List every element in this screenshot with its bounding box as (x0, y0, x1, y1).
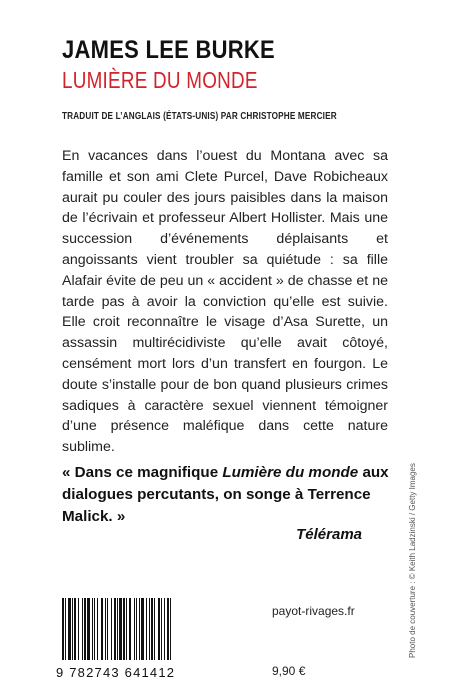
barcode-bar (164, 598, 165, 660)
barcode-bar (107, 598, 108, 660)
press-quote (62, 462, 402, 528)
barcode-bar (151, 598, 153, 660)
barcode-bars (56, 598, 211, 662)
barcode-bar (82, 598, 83, 660)
barcode-bar (134, 598, 135, 660)
barcode-bar (149, 598, 150, 660)
isbn-digits: 9 782743 641412 (56, 665, 176, 680)
barcode-bar (126, 598, 127, 660)
barcode-bar (139, 598, 140, 660)
barcode-bar (78, 598, 79, 660)
photo-credit: Photo de couverture : © Keith Ladzinski / Getty Images (408, 463, 417, 658)
barcode-bar (117, 598, 118, 660)
barcode-bar (94, 598, 95, 660)
barcode-bar (92, 598, 93, 660)
barcode-bar (84, 598, 86, 660)
barcode-bar (129, 598, 131, 660)
barcode-bar (111, 598, 112, 660)
barcode-bar (62, 598, 64, 660)
author-name: JAMES LEE BURKE (62, 36, 276, 64)
quote-book-title: Lumière du monde (222, 464, 359, 481)
barcode-bar (87, 598, 90, 660)
barcode-bar (65, 598, 66, 660)
barcode-bar (136, 598, 137, 660)
barcode-bar (141, 598, 144, 660)
barcode-bar (119, 598, 122, 660)
barcode-bar (146, 598, 147, 660)
quote-text-end: aux dialogues percutants, on songe à Terrence Malick. » (62, 464, 389, 525)
barcode-bar (167, 598, 169, 660)
price: 9,90 € (272, 664, 306, 678)
barcode-bar (68, 598, 71, 660)
barcode-bar (154, 598, 155, 660)
barcode-bar (123, 598, 125, 660)
book-summary: En vacances dans l’ouest du Montana avec sa famille et son ami Clete Purcel, Dave Robicheaux aurait pu couler des jours paisibles dans la maison de l’écrivain et professeur Albert Hollister. Mais une succession d’événements déplaisants et angoissants vient troubler sa quiétude : sa fille Alafair évite de peu un « accident » de chasse et ne tarde pas à avoir la conviction qu’elle est suivie. Elle croit reconnaître le visage d’Asa Surette, un assassin multirécidiviste qu’elle avait côtoyé, censément mort lors d’un transfert en fourgon. Le doute s’installe pour de bon quand plusieurs crimes sadiques à caractère sexuel viennent témoigner d’une présence maléfique dans cette nature sublime. (62, 148, 388, 456)
barcode-bar (74, 598, 76, 660)
quote-text-start: « Dans ce magnifique (62, 464, 223, 481)
barcode-bar (97, 598, 98, 660)
barcode-bar (101, 598, 103, 660)
barcode-bar (170, 598, 171, 660)
barcode-bar (114, 598, 116, 660)
barcode-bar (72, 598, 73, 660)
barcode-bar (105, 598, 106, 660)
translator-credit: TRADUIT DE L’ANGLAIS (ÉTATS-UNIS) PAR CHRISTOPHE MERCIER (62, 110, 337, 122)
book-title: LUMIÈRE DU MONDE (62, 67, 258, 93)
quote-source: Télérama (296, 526, 362, 543)
barcode-bar (158, 598, 160, 660)
barcode-bar (161, 598, 162, 660)
publisher-website[interactable]: payot-rivages.fr (272, 604, 355, 618)
